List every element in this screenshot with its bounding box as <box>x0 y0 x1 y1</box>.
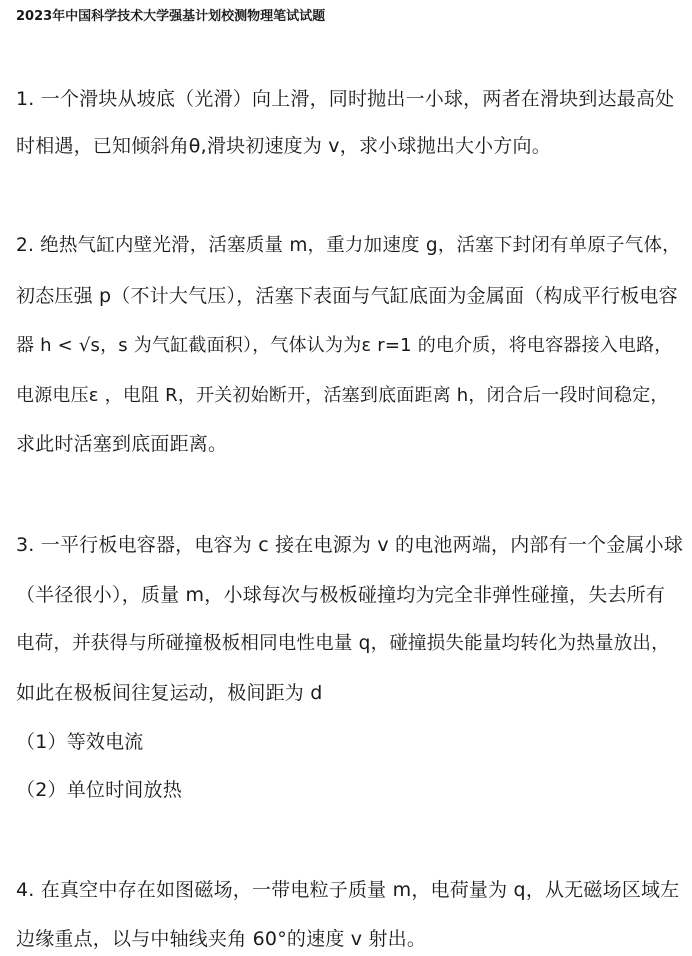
question-3-line-2: （半径很小），质量 m，小球每次与极板碰撞均为完全非弹性碰撞，失去所有 <box>16 584 666 606</box>
question-4-line-2: 边缘重点，以与中轴线夹角 60°的速度 v 射出。 <box>16 928 427 950</box>
question-3-subitem-2: （2）单位时间放热 <box>16 779 182 801</box>
question-3-line-1: 3. 一平行板电容器，电容为 c 接在电源为 v 的电池两端，内部有一个金属小球 <box>16 534 684 556</box>
question-2-line-2: 初态压强 p（不计大气压），活塞下表面与气缸底面为金属面（构成平行板电容 <box>16 285 678 307</box>
question-2-line-1: 2. 绝热气缸内壁光滑，活塞质量 m，重力加速度 g，活塞下封闭有单原子气体， <box>16 235 681 256</box>
question-2-line-4: 电源电压ε ，电阻 R，开关初始断开，活塞到底面距离 h，闭合后一段时间稳定， <box>16 385 669 406</box>
question-4-line-1: 4. 在真空中存在如图磁场，一带电粒子质量 m，电荷量为 q，从无磁场区域左 <box>16 879 680 901</box>
question-2-line-5: 求此时活塞到底面距离。 <box>16 433 228 455</box>
question-3-line-3: 电荷，并获得与所碰撞极板相同电性电量 q，碰撞损失能量均转化为热量放出， <box>16 633 670 654</box>
question-1-line-2: 时相遇，已知倾斜角θ,滑块初速度为 v，求小球抛出大小方向。 <box>16 135 551 157</box>
question-3-subitem-1: （1）等效电流 <box>16 731 144 753</box>
page-title: 2023年中国科学技术大学强基计划校测物理笔试试题 <box>16 9 326 24</box>
question-2-line-3: 器 h < √s，s 为气缸截面积），气体认为为ε r=1 的电介质，将电容器接入电路， <box>16 335 673 356</box>
question-1-line-1: 1. 一个滑块从坡底（光滑）向上滑，同时抛出一小球，两者在滑块到达最高处 <box>16 88 675 110</box>
question-3-line-4: 如此在极板间往复运动，极间距为 d <box>16 682 323 704</box>
